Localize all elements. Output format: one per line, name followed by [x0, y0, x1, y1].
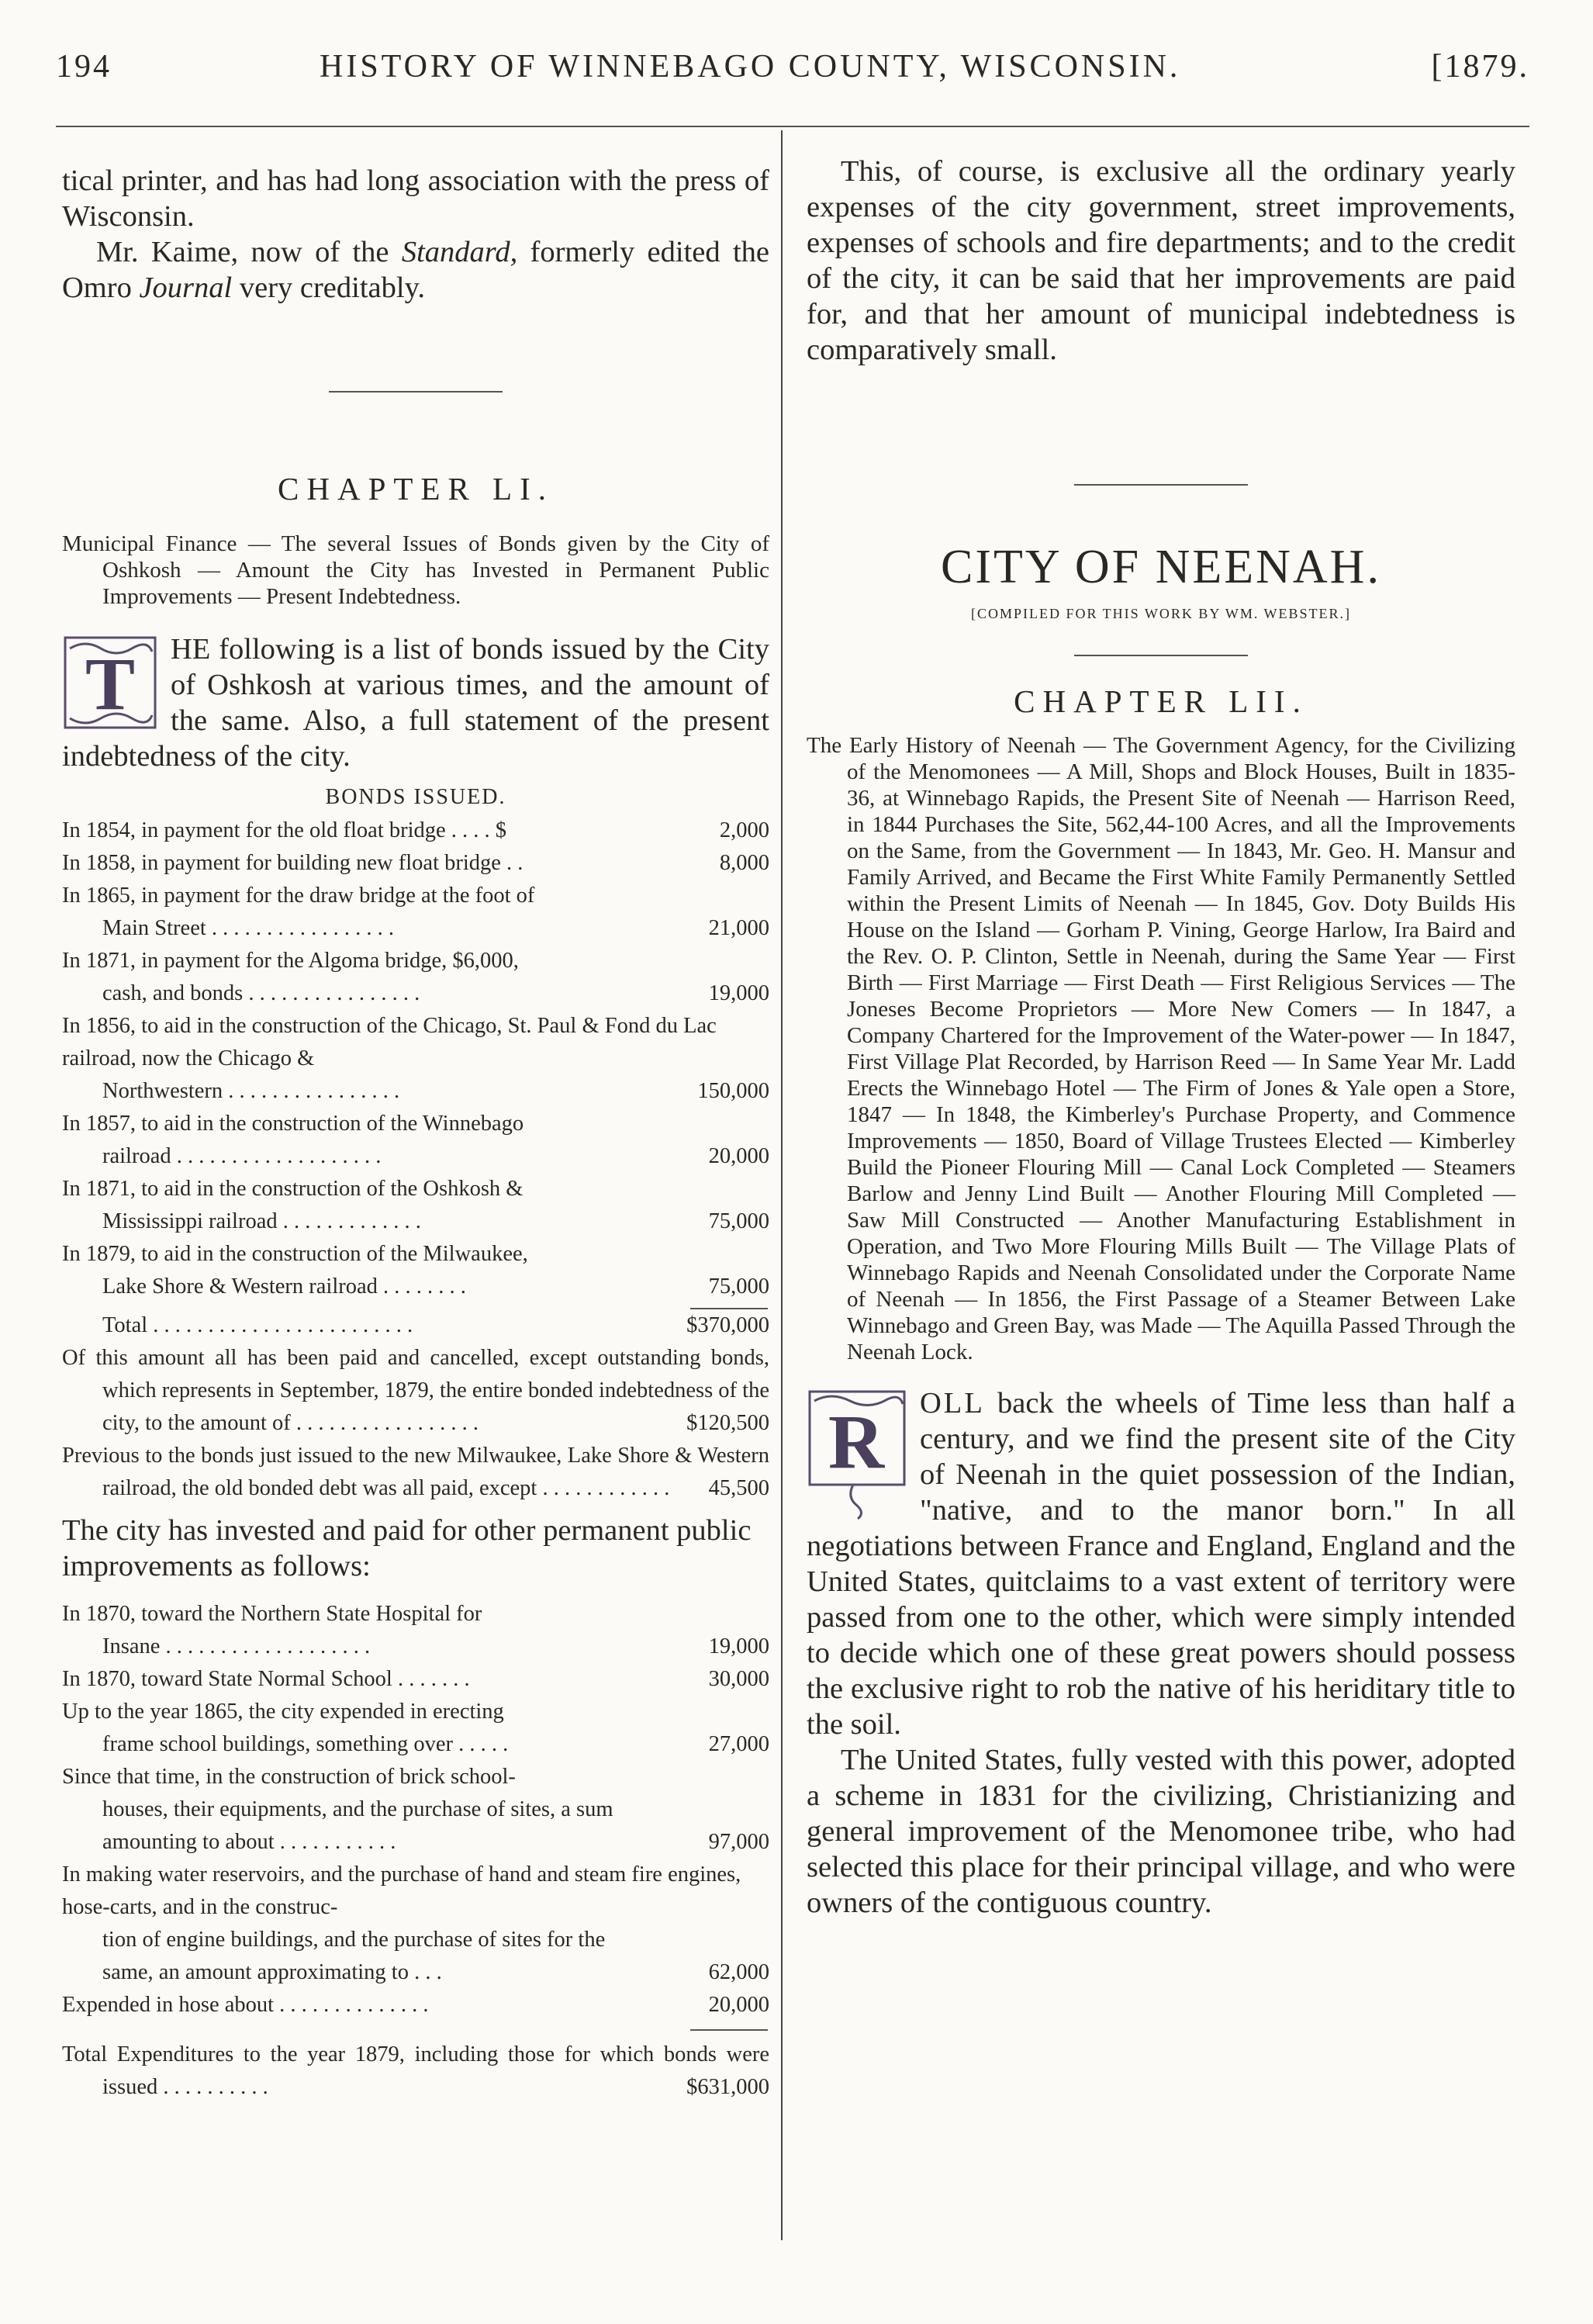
- bond-row: [62, 880, 769, 945]
- bond-desc-end: Main Street . . . . . . . . . . . . . . . . .: [102, 916, 395, 940]
- improvement-amount: 20,000: [708, 1993, 769, 2017]
- svg-text:R: R: [828, 1399, 885, 1485]
- bond-desc: In 1879, to aid in the construction of the Milwaukee,: [62, 1242, 528, 1266]
- paid-note: Of this amount all has been paid and cancelled, except outstanding bonds, which represents in September, 1879, the entire bonded indebtedness of the city, to the amount of . . . . . . . . . . . . . . . . . $120,500: [62, 1342, 769, 1440]
- roll-caps: OLL: [920, 1387, 985, 1420]
- improvement-amount: 19,000: [708, 1634, 769, 1658]
- bond-desc-end: Northwestern . . . . . . . . . . . . . . . .: [102, 1079, 400, 1103]
- bond-desc-end: cash, and bonds . . . . . . . . . . . . . . . .: [102, 981, 420, 1005]
- improvement-amount: 97,000: [708, 1830, 769, 1854]
- bond-desc: In 1871, to aid in the construction of the Oshkosh &: [62, 1177, 524, 1201]
- chapter-heading-right: CHAPTER LII.: [1014, 683, 1308, 719]
- journal-title: Journal: [139, 271, 233, 304]
- bond-desc-end: Lake Shore & Western railroad . . . . . . . .: [102, 1274, 466, 1299]
- bond-amount: 21,000: [708, 916, 769, 940]
- header-year: [1879.: [1431, 49, 1529, 85]
- paid-amount: $120,500: [686, 1411, 769, 1435]
- improvement-desc-end: houses, their equipments, and the purchase of sites, a sum amounting to about . . . . . . . . . . .: [102, 1797, 613, 1854]
- left-column: [62, 163, 769, 2104]
- bonds-total-amount: $370,000: [686, 1313, 769, 1337]
- chapter-synopsis-right: The Early History of Neenah — The Government Agency, for the Civilizing of the Menomonees — A Mill, Shops and Block Houses, Built in 1835-36, at Winnebago Rapids, the Present Site of Neenah — Harrison Reed, in 1844 Purchases the Site, 562,44-100 Acres, and all the Improvements on the Same, from the Government — In 1843, Mr. Geo. H. Mansur and Family Arrived, and Became the First White Family Permanently Settled within the Present Limits of Neenah — In 1845, Gov. Doty Builds His House on the Island — Gorham P. Vining, George Harlow, Ira Baird and the Rev. O. P. Clinton, Settle in Neenah, during the Same Year — First Birth — First Marriage — First Death — First Religious Services — The Joneses Become Proprietors — More New Comers — In 1847, a Company Chartered for the Improvement of the Water-power — In 1847, First Village Plat Recorded, by Harrison Reed — In Same Year Mr. Ladd Erects the Winnebago Hotel — The Firm of Jones & Yale open a Store, 1847 — In 1848, the Kimberley's Purchase Property, and Commence Improvements — 1850, Board of Village Trustees Elected — Kimberley Build the Pioneer Flouring Mill — Canal Lock Completed — Steamers Barlow and Jenny Lind Built — Another Flouring Mill Completed — Saw Mill Constructed — Another Manufacturing Establishment in Operation, and Two More Flouring Mills Built — The Village Plats of Winnebago Rapids and Neenah Consolidated under the Corporate Name of Neenah — In 1856, the First Passage of a Steamer Between Lake Winnebago and Green Bay, was Made — The Aquilla Passed Through the Neenah Lock.: [807, 733, 1515, 1364]
- bond-desc-end: In 1854, in payment for the old float bridge . . . . $: [62, 818, 507, 842]
- improvement-row: [62, 1859, 769, 1989]
- improvement-row: [62, 1598, 769, 1663]
- kaime-paragraph: Mr. Kaime, now of the Standard, formerly edited the Omro Journal very creditably.: [62, 236, 769, 304]
- bond-row: [62, 814, 769, 847]
- improvement-desc: Up to the year 1865, the city expended in erecting: [62, 1700, 504, 1724]
- improvements-list: [62, 1598, 769, 2021]
- continuation-paragraph: tical printer, and has had long association with the press of Wisconsin.: [62, 164, 769, 233]
- improvement-amount: 30,000: [708, 1667, 769, 1691]
- bond-amount: 19,000: [708, 981, 769, 1005]
- chapter-synopsis: Municipal Finance — The several Issues of Bonds given by the City of Oshkosh — Amount the City has Invested in Permanent Public Improvements — Present Indebtedness.: [62, 531, 769, 609]
- running-header: [56, 48, 1529, 95]
- united-states-paragraph: The United States, fully vested with this power, adopted a scheme in 1831 for the civilizing, Christianizing and general improvement of the Menomonee tribe, who had selected this place for their principal village, and who were owners of the contiguous country.: [807, 1744, 1515, 1919]
- section-separator: [329, 391, 503, 393]
- right-column: [807, 154, 1515, 1921]
- improvement-desc-end: Insane . . . . . . . . . . . . . . . . . . .: [102, 1634, 371, 1658]
- improvement-desc: In making water reservoirs, and the purchase of hand and steam fire engines, hose-carts, and in the construc-: [62, 1862, 741, 1919]
- bond-amount: 75,000: [708, 1274, 769, 1299]
- bond-desc: In 1865, in payment for the draw bridge at the foot of: [62, 884, 535, 908]
- header-rule: [56, 126, 1529, 127]
- column-divider: [781, 130, 783, 2240]
- bond-row: [62, 1108, 769, 1173]
- bonds-heading: BONDS ISSUED.: [325, 785, 506, 809]
- improvement-desc-end: Expended in hose about . . . . . . . . . . . . . .: [62, 1993, 429, 2017]
- improvement-amount: 62,000: [708, 1960, 769, 1984]
- improvement-desc: Since that time, in the construction of brick school-: [62, 1765, 516, 1789]
- improvement-desc-end: In 1870, toward State Normal School . . . . . . .: [62, 1667, 470, 1691]
- expend-total-rule: [690, 2029, 768, 2031]
- bond-desc-end: In 1858, in payment for building new float bridge . .: [62, 851, 524, 875]
- improvement-desc: In 1870, toward the Northern State Hospital for: [62, 1602, 482, 1626]
- city-title: CITY OF NEENAH.: [941, 541, 1381, 593]
- bond-amount: 20,000: [708, 1144, 769, 1168]
- page-number: 194: [56, 49, 112, 85]
- ornamental-dropcap-r: [807, 1389, 907, 1520]
- bond-amount: 2,000: [719, 818, 769, 842]
- invest-paragraph: The city has invested and paid for other permanent public improvements as follows:: [62, 1514, 752, 1582]
- book-title: HISTORY OF WINNEBAGO COUNTY, WISCONSIN.: [320, 49, 1181, 85]
- section-separator-right: [1074, 484, 1248, 486]
- previous-note: Previous to the bonds just issued to the new Milwaukee, Lake Shore & Western railroad, the old bonded debt was all paid, except . . . . . . . . . . . . 45,500: [62, 1440, 769, 1505]
- roll-paragraph: OLL back the wheels of Time less than half a century, and we find the present site of the City of Neenah in the quiet possession of the Indian, "native, and to the manor born." In all negotiations between France and England, England and the United States, quitclaims to a vast extent of territory were passed from one to the other, which were simply intended to decide which one of these great powers should possess the exclusive right to rob the native of his heriditary title to the soil.: [807, 1387, 1515, 1741]
- bond-row: [62, 1010, 769, 1108]
- standard-title: Standard,: [401, 236, 518, 268]
- bond-row: [62, 1173, 769, 1238]
- intro-paragraph: HE following is a list of bonds issued by the City of Oshkosh at various times, and the amount of the same. Also, a full statement of the present indebtedness of the city.: [62, 633, 769, 773]
- chapter-heading: CHAPTER LI.: [278, 471, 554, 507]
- improvement-desc-end: tion of engine buildings, and the purchase of sites for the same, an amount approximating to . . .: [102, 1928, 606, 1984]
- previous-amount: 45,500: [708, 1476, 769, 1500]
- compiled-note: [COMPILED FOR THIS WORK BY WM. WEBSTER.]: [970, 606, 1352, 621]
- bond-desc: In 1856, to aid in the construction of the Chicago, St. Paul & Fond du Lac railroad, now the Chicago &: [62, 1014, 717, 1070]
- bond-row: [62, 847, 769, 880]
- bonds-total: Total . . . . . . . . . . . . . . . . . . . . . . . . $370,000: [62, 1309, 769, 1342]
- expend-total-amount: $631,000: [686, 2075, 769, 2099]
- bond-row: [62, 945, 769, 1010]
- roll-block: [807, 1385, 1515, 1742]
- improvement-row: [62, 1663, 769, 1696]
- bond-amount: 150,000: [697, 1079, 769, 1103]
- improvement-desc-end: frame school buildings, something over . . . . .: [102, 1732, 509, 1756]
- ornamental-dropcap-t: [62, 635, 158, 731]
- bond-row: [62, 1238, 769, 1303]
- bond-desc-end: railroad . . . . . . . . . . . . . . . . . . .: [102, 1144, 382, 1168]
- bond-desc: In 1871, in payment for the Algoma bridge, $6,000,: [62, 949, 519, 973]
- improvement-row: [62, 1989, 769, 2021]
- improvement-row: [62, 1761, 769, 1859]
- continuation-paragraph-right: This, of course, is exclusive all the ordinary yearly expenses of the city government, street improvements, expenses of schools and fire departments; and to the credit of the city, it can be said that her improvements are paid for, and that her amount of municipal indebtedness is comparatively small.: [807, 155, 1515, 366]
- improvement-row: [62, 1696, 769, 1761]
- bond-amount: 75,000: [708, 1209, 769, 1233]
- expend-total: Total Expenditures to the year 1879, including those for which bonds were issued . . . . . . . . . . $631,000: [62, 2039, 769, 2104]
- bonds-list: [62, 814, 769, 1303]
- improvement-amount: 27,000: [708, 1732, 769, 1756]
- svg-text:T: T: [85, 642, 136, 725]
- intro-block: [62, 631, 769, 774]
- bond-desc-end: Mississippi railroad . . . . . . . . . . . . .: [102, 1209, 421, 1233]
- bond-amount: 8,000: [719, 851, 769, 875]
- bond-desc: In 1857, to aid in the construction of the Winnebago: [62, 1112, 524, 1136]
- section-separator-2: [1074, 655, 1248, 656]
